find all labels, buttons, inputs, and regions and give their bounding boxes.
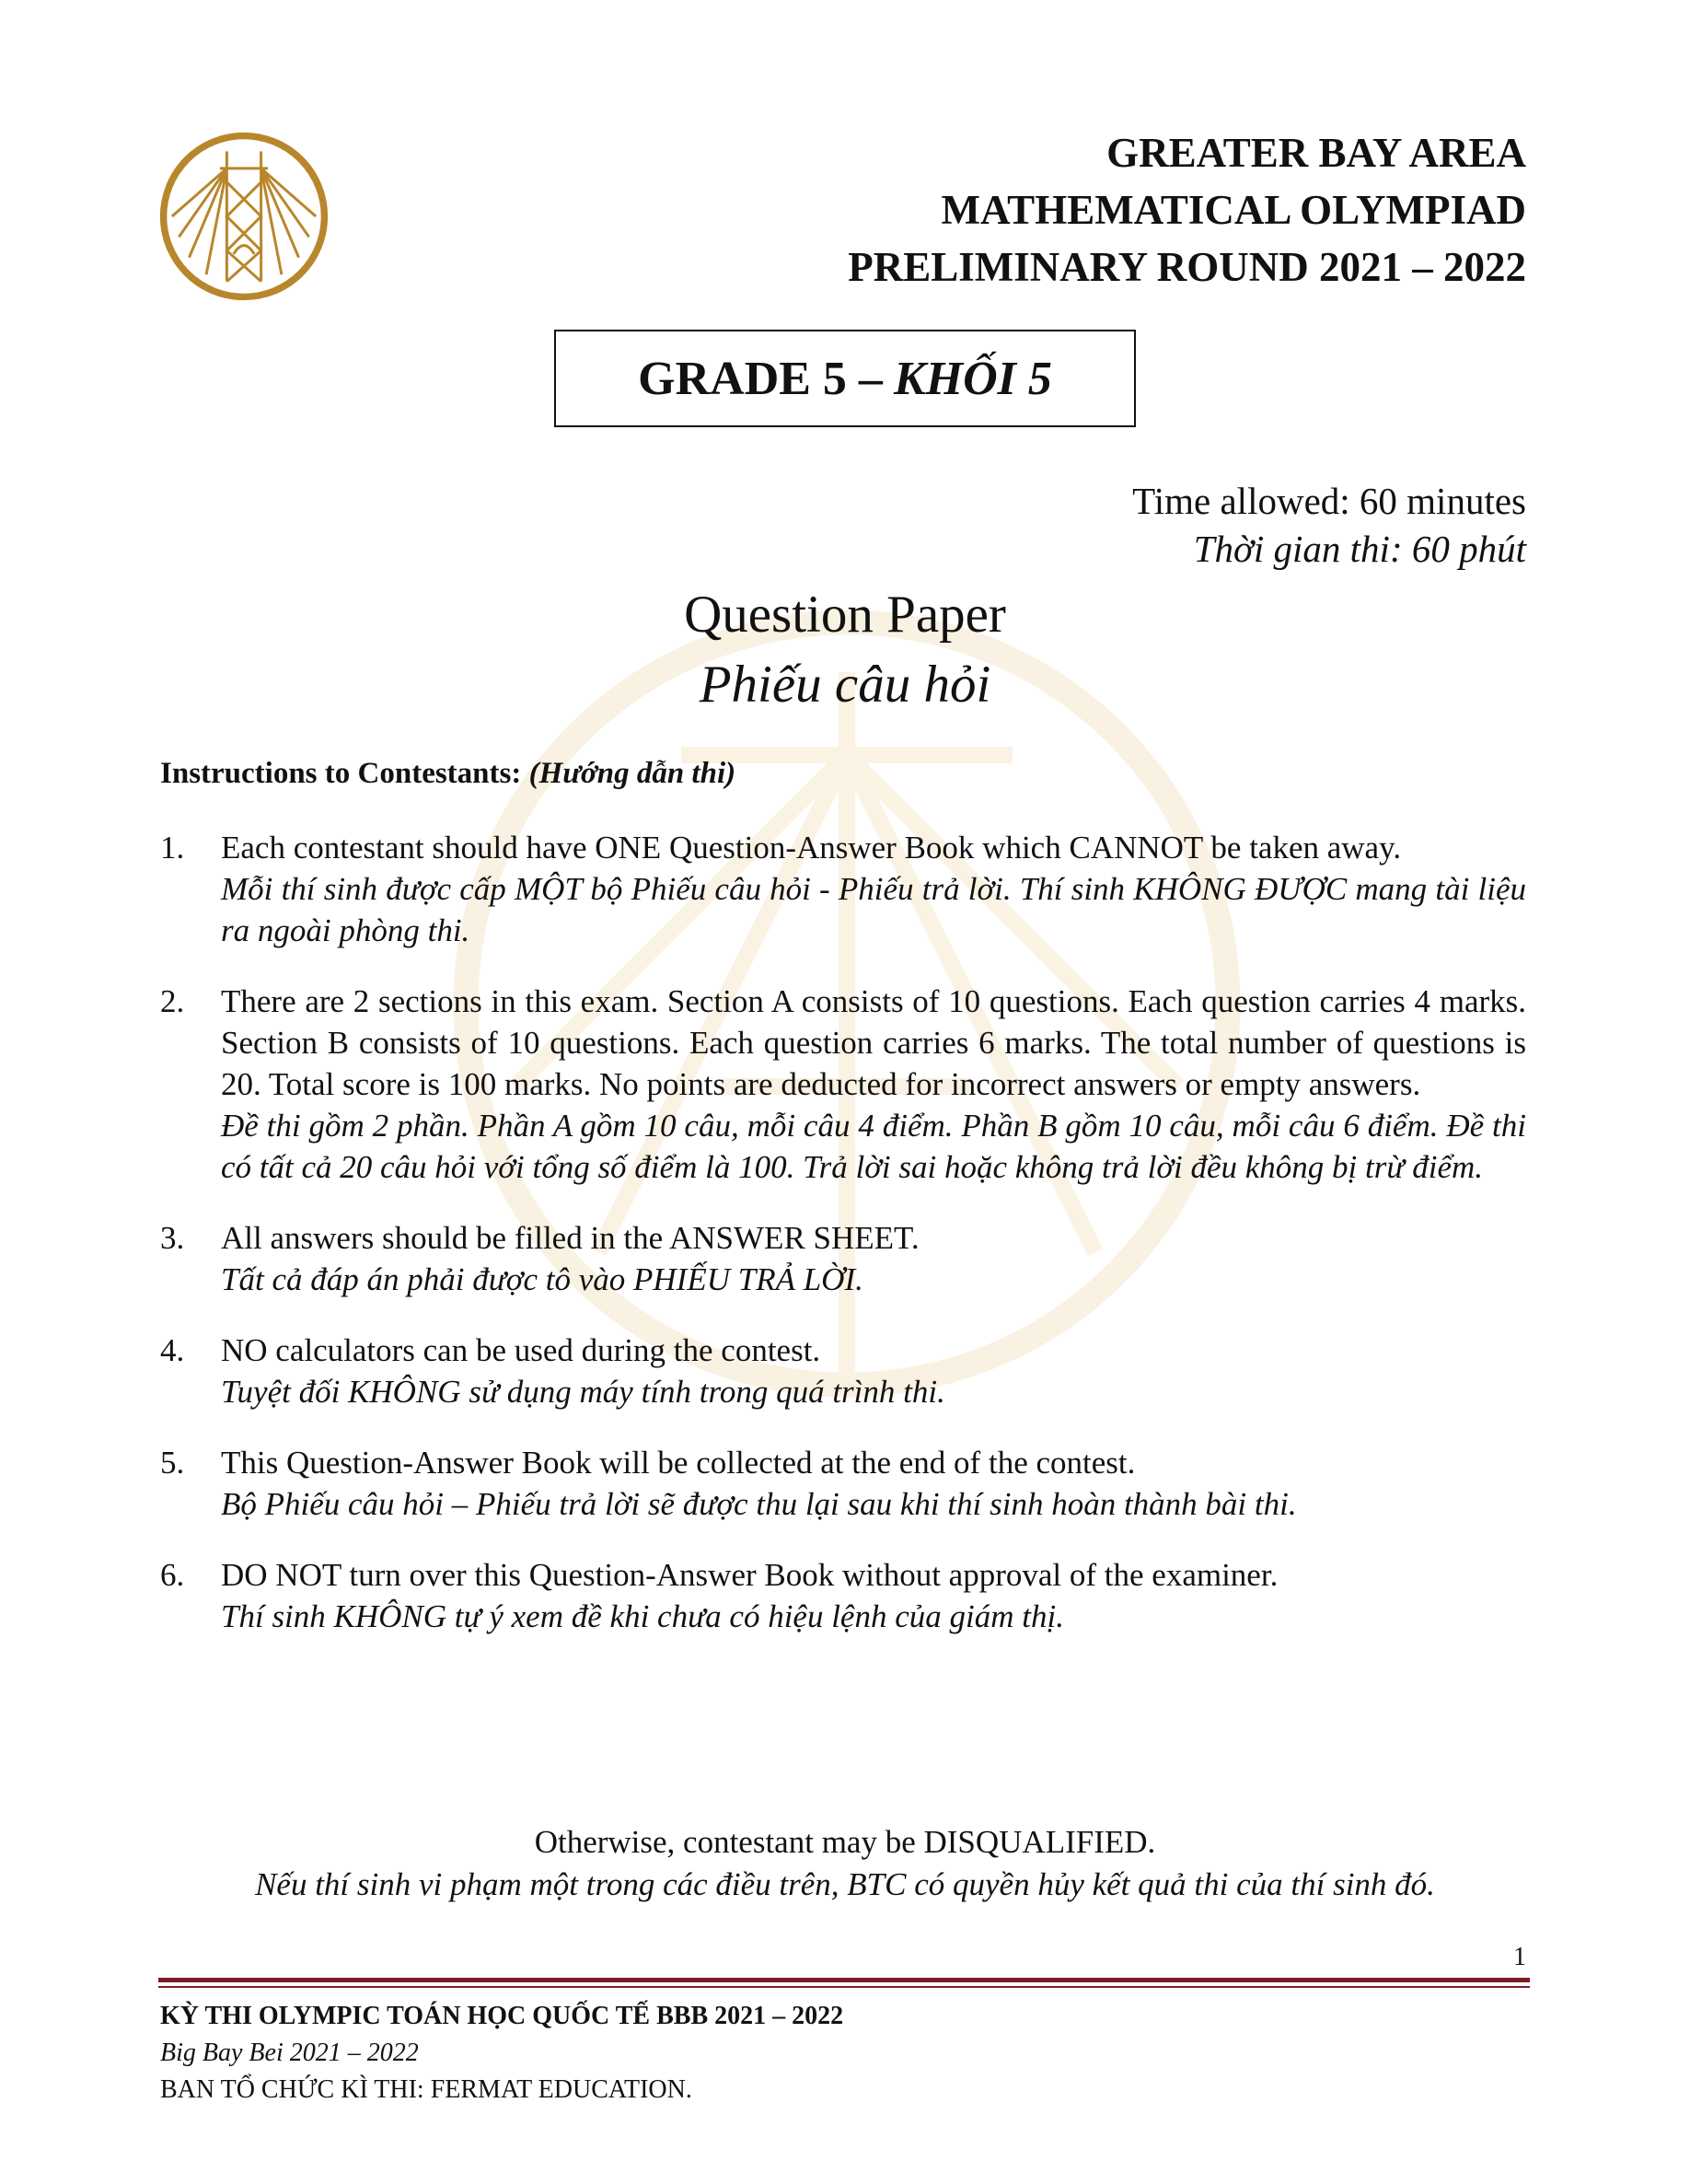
time-en: Time allowed: 60 minutes	[1132, 480, 1526, 522]
item-number: 6.	[160, 1557, 185, 1593]
item-number: 3.	[160, 1220, 185, 1256]
item-text-vi: Thí sinh KHÔNG tự ý xem đề khi chưa có hiệu lệnh của giám thị.	[221, 1598, 1064, 1634]
item-text-vi: Tất cả đáp án phải được tô vào PHIẾU TRẢ LỜI.	[221, 1261, 863, 1297]
title-line-3: PRELIMINARY ROUND 2021 – 2022	[848, 244, 1526, 290]
list-item	[160, 981, 1526, 1188]
item-text-en: This Question-Answer Book will be collected at the end of the contest.	[221, 1445, 1136, 1481]
item-text-en: Each contestant should have ONE Question-Answer Book which CANNOT be taken away.	[221, 830, 1402, 865]
item-text-en: NO calculators can be used during the contest.	[221, 1332, 821, 1368]
list-item	[160, 827, 1526, 951]
footer-line-1: KỲ THI OLYMPIC TOÁN HỌC QUỐC TẾ BBB 2021 – 2022	[160, 2002, 844, 2030]
instructions-heading	[160, 757, 735, 791]
list-item	[160, 1330, 1526, 1412]
list-item	[160, 1217, 1526, 1300]
olympiad-logo-icon	[158, 131, 330, 302]
item-text-vi: Đề thi gồm 2 phần. Phần A gồm 10 câu, mỗi câu 4 điểm. Phần B gồm 10 câu, mỗi câu 6 điểm. Đề thi có tất cả 20 câu hỏi với tổng số điểm là 100. Trả lời sai hoặc không trả lời đều không bị trừ điểm.	[221, 1108, 1526, 1185]
item-text-en: DO NOT turn over this Question-Answer Book without approval of the examiner.	[221, 1557, 1279, 1593]
list-item	[160, 1442, 1526, 1525]
instructions-heading-vi: (Hướng dẫn thi)	[528, 757, 736, 790]
closing-warning	[0, 1821, 1690, 1906]
time-vi: Thời gian thi: 60 phút	[1193, 528, 1526, 570]
item-text-vi: Bộ Phiếu câu hỏi – Phiếu trả lời sẽ được thu lại sau khi thí sinh hoàn thành bài thi.	[221, 1486, 1297, 1522]
time-allowed	[1132, 477, 1526, 573]
footer-divider-thin	[158, 1986, 1530, 1988]
paper-title	[0, 580, 1690, 720]
item-text-en: There are 2 sections in this exam. Section A consists of 10 questions. Each question carries 4 marks. Section B consists of 10 questions. Each question carries 6 marks. The total number of questions is 20. Total score is 100 marks. No points are deducted for incorrect answers or empty answers.	[221, 983, 1526, 1102]
item-text-vi: Mỗi thí sinh được cấp MỘT bộ Phiếu câu hỏi - Phiếu trả lời. Thí sinh KHÔNG ĐƯỢC mang tài liệu ra ngoài phòng thi.	[221, 871, 1526, 948]
header-title	[848, 124, 1526, 296]
item-number: 2.	[160, 983, 185, 1019]
grade-label: GRADE 5 –	[638, 352, 883, 405]
item-text-en: All answers should be filled in the ANSWER SHEET.	[221, 1220, 920, 1256]
closing-vi: Nếu thí sinh vi phạm một trong các điều trên, BTC có quyền hủy kết quả thi của thí sinh đó.	[255, 1866, 1435, 1902]
closing-en: Otherwise, contestant may be DISQUALIFIED.	[534, 1824, 1156, 1860]
item-number: 1.	[160, 830, 185, 865]
page-number: 1	[1513, 1943, 1526, 1971]
item-number: 5.	[160, 1445, 185, 1481]
instructions-list	[160, 827, 1526, 1667]
paper-title-vi: Phiếu câu hỏi	[699, 656, 991, 714]
footer-line-3: BAN TỔ CHỨC KÌ THI: FERMAT EDUCATION.	[160, 2075, 692, 2104]
title-line-1: GREATER BAY AREA	[1106, 130, 1526, 176]
grade-label-vi: KHỐI 5	[893, 352, 1052, 405]
grade-box	[554, 330, 1136, 427]
paper-title-en: Question Paper	[684, 586, 1006, 644]
list-item	[160, 1554, 1526, 1637]
instructions-heading-en: Instructions to Contestants:	[160, 757, 522, 790]
title-line-2: MATHEMATICAL OLYMPIAD	[941, 187, 1526, 233]
footer	[160, 1998, 843, 2108]
footer-line-2: Big Bay Bei 2021 – 2022	[160, 2039, 419, 2067]
item-text-vi: Tuyệt đối KHÔNG sử dụng máy tính trong quá trình thi.	[221, 1374, 945, 1410]
item-number: 4.	[160, 1332, 185, 1368]
footer-divider	[158, 1978, 1530, 1982]
